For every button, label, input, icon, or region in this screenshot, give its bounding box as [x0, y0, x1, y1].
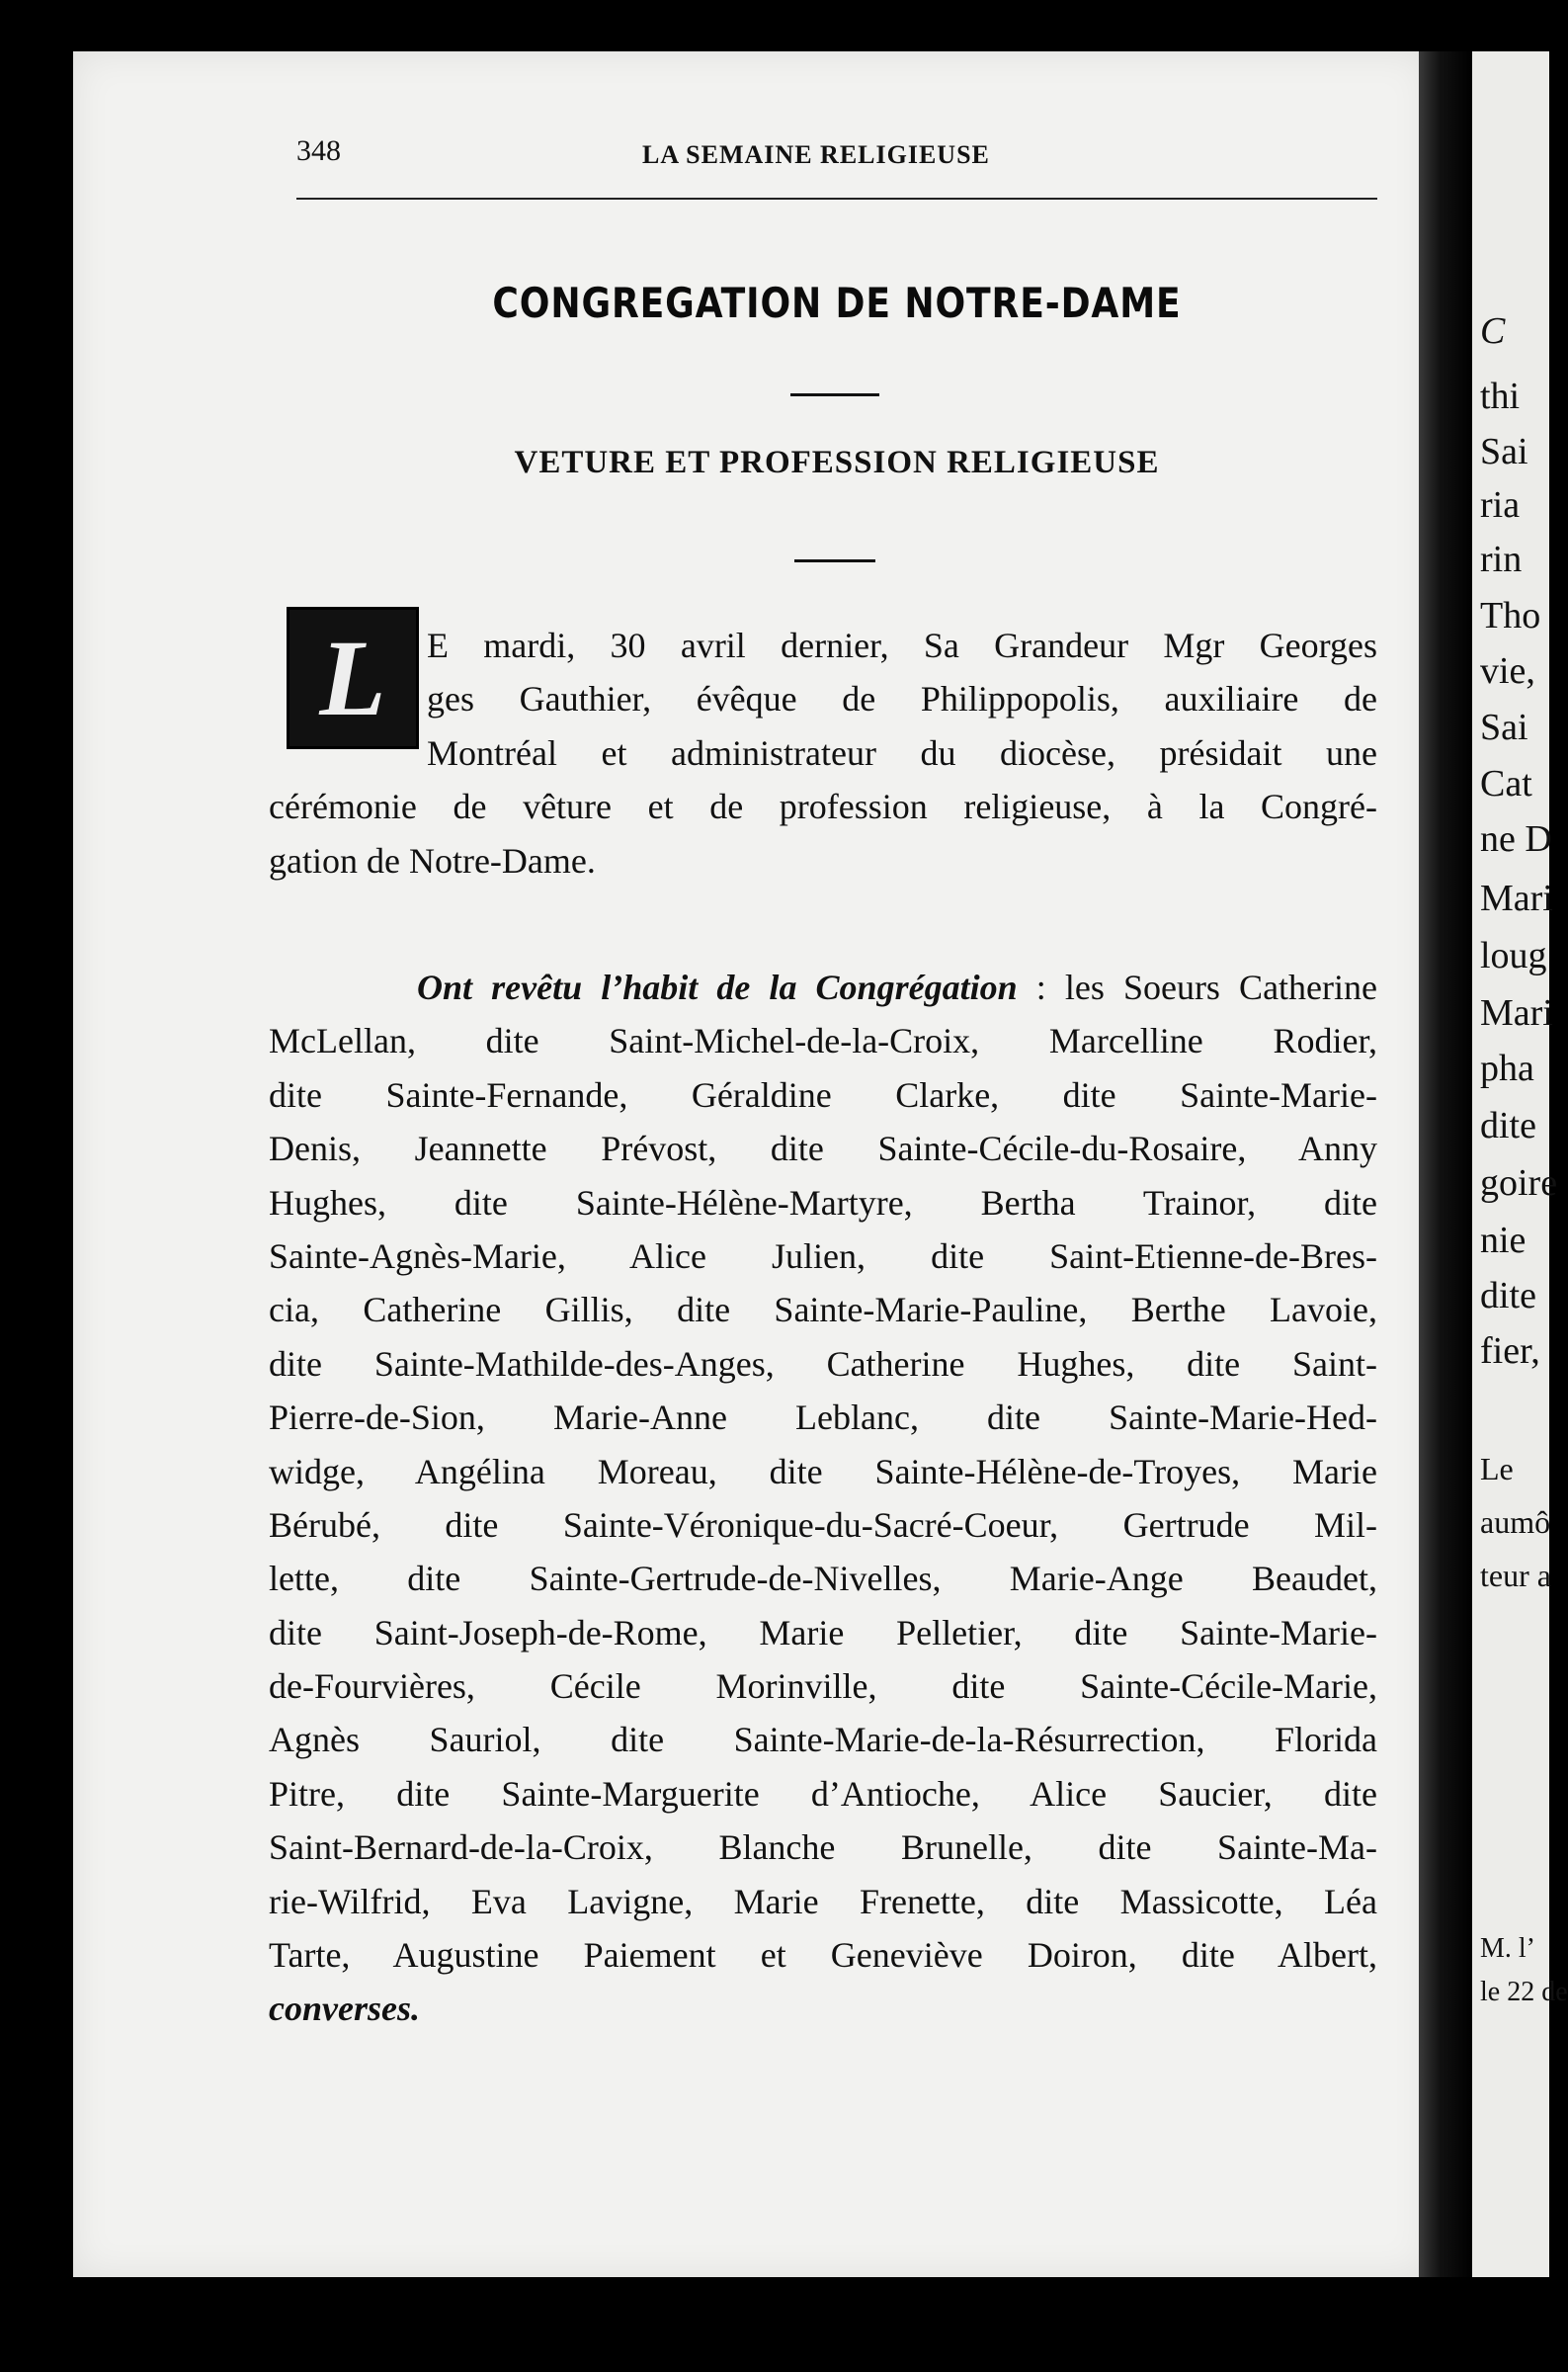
right-page-fragment: rin — [1480, 539, 1523, 580]
text-line: de-Fourvières, Cécile Morinville, dite Sainte-Cécile-Marie, — [269, 1666, 1377, 1707]
right-page-fragment: C — [1480, 310, 1506, 352]
text-line: cérémonie de vêture et de profession religieuse, à la Congré- — [269, 787, 1377, 827]
right-page-fragment: fier, — [1480, 1330, 1540, 1372]
title-divider — [790, 393, 879, 396]
right-page-fragment: Sai — [1480, 431, 1528, 472]
text-line: Denis, Jeannette Prévost, dite Sainte-Cécile-du-Rosaire, Anny — [269, 1129, 1377, 1169]
text-line: Sainte-Agnès-Marie, Alice Julien, dite Saint-Etienne-de-Bres- — [269, 1235, 1377, 1276]
article-title: CONGREGATION DE NOTRE-DAME — [492, 279, 1182, 327]
right-page-fragment: Mari — [1480, 992, 1553, 1034]
book-gutter — [1419, 51, 1472, 2277]
text-line: Agnès Sauriol, dite Sainte-Marie-de-la-Résurrection, Florida — [269, 1720, 1377, 1760]
right-page-fragment: ria — [1480, 484, 1521, 526]
right-page-fragment: le 22 de — [1480, 1977, 1568, 2007]
right-page-fragment: Le — [1480, 1451, 1514, 1486]
text-line: Saint-Bernard-de-la-Croix, Blanche Brunelle, dite Sainte-Ma- — [269, 1827, 1377, 1868]
running-header — [296, 134, 1377, 192]
drop-cap: L — [287, 607, 419, 749]
text-line: Montréal et administrateur du diocèse, présidait une — [427, 732, 1377, 773]
right-page-fragment: Sai — [1480, 707, 1528, 748]
paragraph-1 — [269, 619, 1377, 888]
right-page-fragment: Cat — [1480, 763, 1532, 805]
text-line: Bérubé, dite Sainte-Véronique-du-Sacré-Coeur, Gertrude Mil- — [269, 1504, 1377, 1545]
text-line: Pierre-de-Sion, Marie-Anne Leblanc, dite Sainte-Marie-Hed- — [269, 1398, 1377, 1438]
text-line: cia, Catherine Gillis, dite Sainte-Marie-Pauline, Berthe Lavoie, — [269, 1290, 1377, 1330]
article-subtitle: VETURE ET PROFESSION RELIGIEUSE — [514, 445, 1160, 480]
right-page-edge — [1472, 51, 1568, 2277]
text-line: gation de Notre-Dame. — [269, 840, 596, 881]
text-line: widge, Angélina Moreau, dite Sainte-Hélène-de-Troyes, Marie — [269, 1451, 1377, 1491]
right-page-fragment: teur a — [1480, 1558, 1551, 1593]
text-line — [269, 961, 1377, 1014]
right-page-fragment: dite — [1480, 1275, 1536, 1316]
right-page-fragment: dite — [1480, 1105, 1536, 1146]
text-line: McLellan, dite Saint-Michel-de-la-Croix, Marcelline Rodier, — [269, 1021, 1377, 1061]
running-title: LA SEMAINE RELIGIEUSE — [642, 140, 990, 169]
lead-continuation: : les Soeurs Catherine — [1017, 968, 1377, 1007]
right-page-fragment: ne D — [1480, 818, 1552, 860]
right-page-fragment: aumô — [1480, 1504, 1551, 1540]
text-line: Hughes, dite Sainte-Hélène-Martyre, Bertha Trainor, dite — [269, 1182, 1377, 1223]
text-line: lette, dite Sainte-Gertrude-de-Nivelles, Marie-Ange Beaudet, — [269, 1559, 1377, 1599]
right-page-fragment: Mari — [1480, 878, 1553, 919]
right-page-fragment: goire — [1480, 1162, 1558, 1204]
text-line: Tarte, Augustine Paiement et Geneviève Doiron, dite Albert, — [269, 1935, 1377, 1976]
text-line: dite Saint-Joseph-de-Rome, Marie Pelletier, dite Sainte-Marie- — [269, 1612, 1377, 1652]
subtitle-divider — [794, 559, 875, 562]
text-line: dite Sainte-Mathilde-des-Anges, Catherine Hughes, dite Saint- — [269, 1343, 1377, 1384]
text-line: ges Gauthier, évêque de Philippopolis, auxiliaire de — [427, 679, 1377, 720]
right-page-fragment: Tho — [1480, 595, 1541, 636]
right-page-fragment: M. l’ — [1480, 1933, 1535, 1964]
text-line: E mardi, 30 avril dernier, Sa Grandeur Mgr Georges — [427, 626, 1377, 665]
right-page-fragment: vie, — [1480, 650, 1535, 692]
text-line: rie-Wilfrid, Eva Lavigne, Marie Frenette, dite Massicotte, Léa — [269, 1881, 1377, 1921]
text-line: dite Sainte-Fernande, Géraldine Clarke, dite Sainte-Marie- — [269, 1074, 1377, 1115]
text-line: Pitre, dite Sainte-Marguerite d’Antioche, Alice Saucier, dite — [269, 1773, 1377, 1814]
page-number: 348 — [296, 134, 341, 167]
right-page-fragment: nie — [1480, 1220, 1527, 1261]
paragraph-2 — [269, 961, 1377, 2036]
text-line: converses. — [269, 1989, 420, 2029]
right-page-fragment: pha — [1480, 1048, 1534, 1089]
right-page-fragment: thi — [1480, 376, 1521, 417]
emphasized-lead: Ont revêtu l’habit de la Congrégation — [417, 968, 1018, 1007]
header-rule — [296, 198, 1377, 200]
right-page-fragment: loug — [1480, 935, 1547, 976]
